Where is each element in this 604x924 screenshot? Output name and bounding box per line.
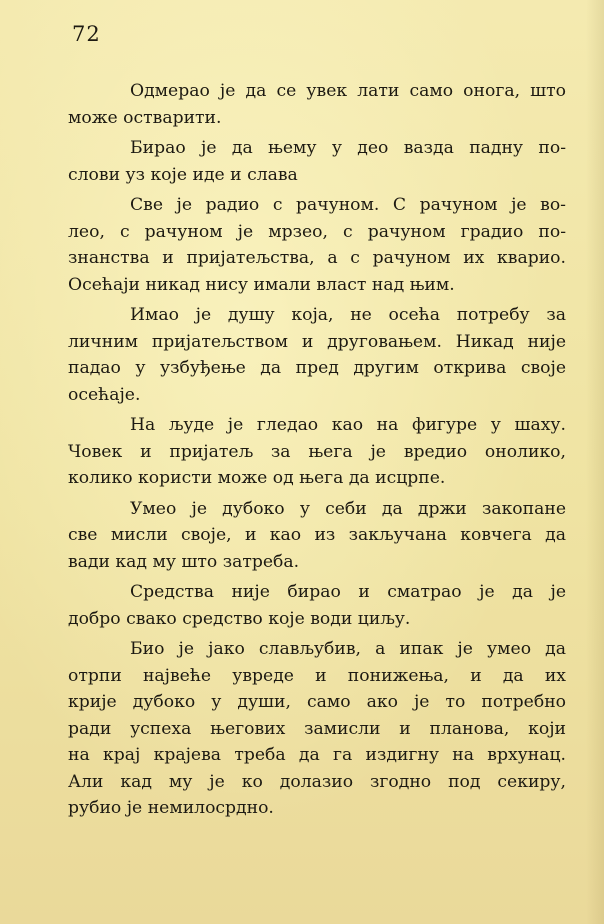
text-line: колико користи може од њега да исцрпе.	[68, 468, 446, 488]
text-line: Човек и пријатељ за њега је вредио онолико,	[68, 441, 566, 462]
page-number: 72	[72, 22, 101, 46]
text-line: Одмерао је да се увек лати само онога, што	[130, 81, 566, 101]
text-line: Осећаји никад нису имали власт над њим.	[68, 274, 455, 295]
text-line: Бирао је да њему у део вазда падну по-	[130, 138, 566, 158]
paragraph	[68, 496, 566, 576]
text-line: Умео је дубоко у себи да држи закопане	[130, 498, 566, 519]
text-line: осећаје.	[68, 384, 141, 405]
paragraph	[68, 192, 566, 298]
text-line: ради успеха његових замисли и планова, који	[68, 718, 566, 739]
text-line: рубио је немилосрдно.	[68, 798, 274, 818]
text-line: све мисли своје, и као из закључана ковчега да	[68, 525, 566, 545]
page-edge-shadow	[586, 0, 604, 924]
paragraph	[68, 579, 566, 632]
text-line: Средства није бирао и сматрао је да је	[130, 582, 566, 602]
text-line: личним пријатељством и друговањем. Никад није	[68, 331, 566, 352]
text-line: вади кад му што затреба.	[68, 551, 300, 572]
paragraph	[68, 636, 566, 822]
text-line: знанства и пријатељства, а с рачуном их кварио.	[68, 248, 566, 268]
text-line: добро свако средство које води циљу.	[68, 608, 411, 629]
text-line: Имао је душу која, не осећа потребу за	[130, 305, 566, 325]
paragraph	[68, 412, 566, 492]
text-line: отрпи највеће увреде и понижења, и да их	[68, 665, 566, 686]
paragraph	[68, 302, 566, 408]
text-line: слови уз које иде и слава	[68, 164, 298, 185]
text-line: падао у узбуђење да пред другим открива своје	[68, 358, 566, 378]
paragraph	[68, 135, 566, 188]
text-line: крије дубоко у души, само ако је то потребно	[68, 692, 566, 712]
text-line: Али кад му је ко долазио згодно под секиру,	[68, 771, 566, 792]
text-line: На људе је гледао као на фигуре у шаху.	[130, 415, 566, 435]
paragraph	[68, 78, 566, 131]
text-line: Све је радио с рачуном. С рачуном је во-	[130, 195, 566, 215]
text-line: може остварити.	[68, 107, 222, 128]
body-text	[68, 78, 566, 822]
text-line: лео, с рачуном је мрзео, с рачуном градио по-	[68, 221, 566, 242]
text-line: Био је јако слављубив, а ипак је умео да	[130, 639, 566, 659]
text-line: на крај крајева треба да га издигну на врхунац.	[68, 745, 566, 765]
